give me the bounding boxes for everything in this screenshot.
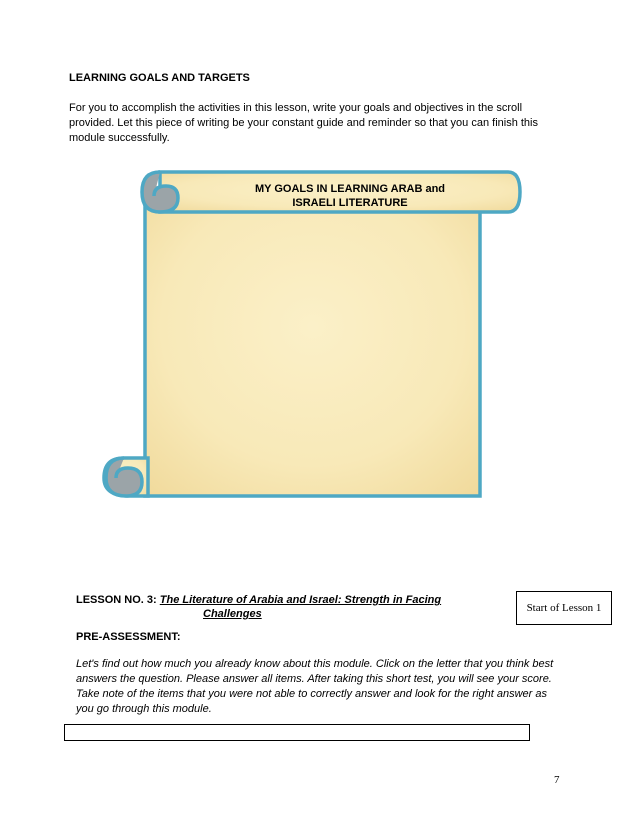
goals-scroll — [100, 168, 525, 503]
lesson-heading — [76, 593, 441, 621]
pre-assessment-heading: PRE-ASSESSMENT: — [76, 631, 181, 643]
intro-paragraph: For you to accomplish the activities in this lesson, write your goals and objectives in the scroll provided. Let this piece of writing be your constant guide and reminder so that you can finish this module successfully. — [69, 102, 538, 144]
lesson-title-line1: The Literature of Arabia and Israel: Strength in Facing — [159, 594, 442, 606]
lesson-title-line2: Challenges — [203, 608, 262, 620]
lesson-label: LESSON NO. 3: — [76, 594, 157, 606]
start-of-lesson-text: Start of Lesson 1 — [526, 602, 602, 614]
start-of-lesson-box — [516, 591, 612, 625]
scroll-title-line1: MY GOALS IN LEARNING ARAB and — [254, 183, 446, 195]
page-number: 7 — [554, 774, 560, 786]
scroll-paper — [145, 188, 480, 496]
pre-assessment-instructions: Let's find out how much you already know about this module. Click on the letter that you think best answers the question. Please answer all items. After taking this short test, you will see your score. Take note of the items that you were not able to correctly answer and look for the right answer as you go through this module. — [76, 658, 554, 715]
scroll-title-line2: ISRAELI LITERATURE — [292, 197, 408, 209]
scroll-title — [225, 182, 475, 210]
section-heading: LEARNING GOALS AND TARGETS — [69, 72, 250, 84]
answer-box[interactable] — [64, 724, 530, 741]
